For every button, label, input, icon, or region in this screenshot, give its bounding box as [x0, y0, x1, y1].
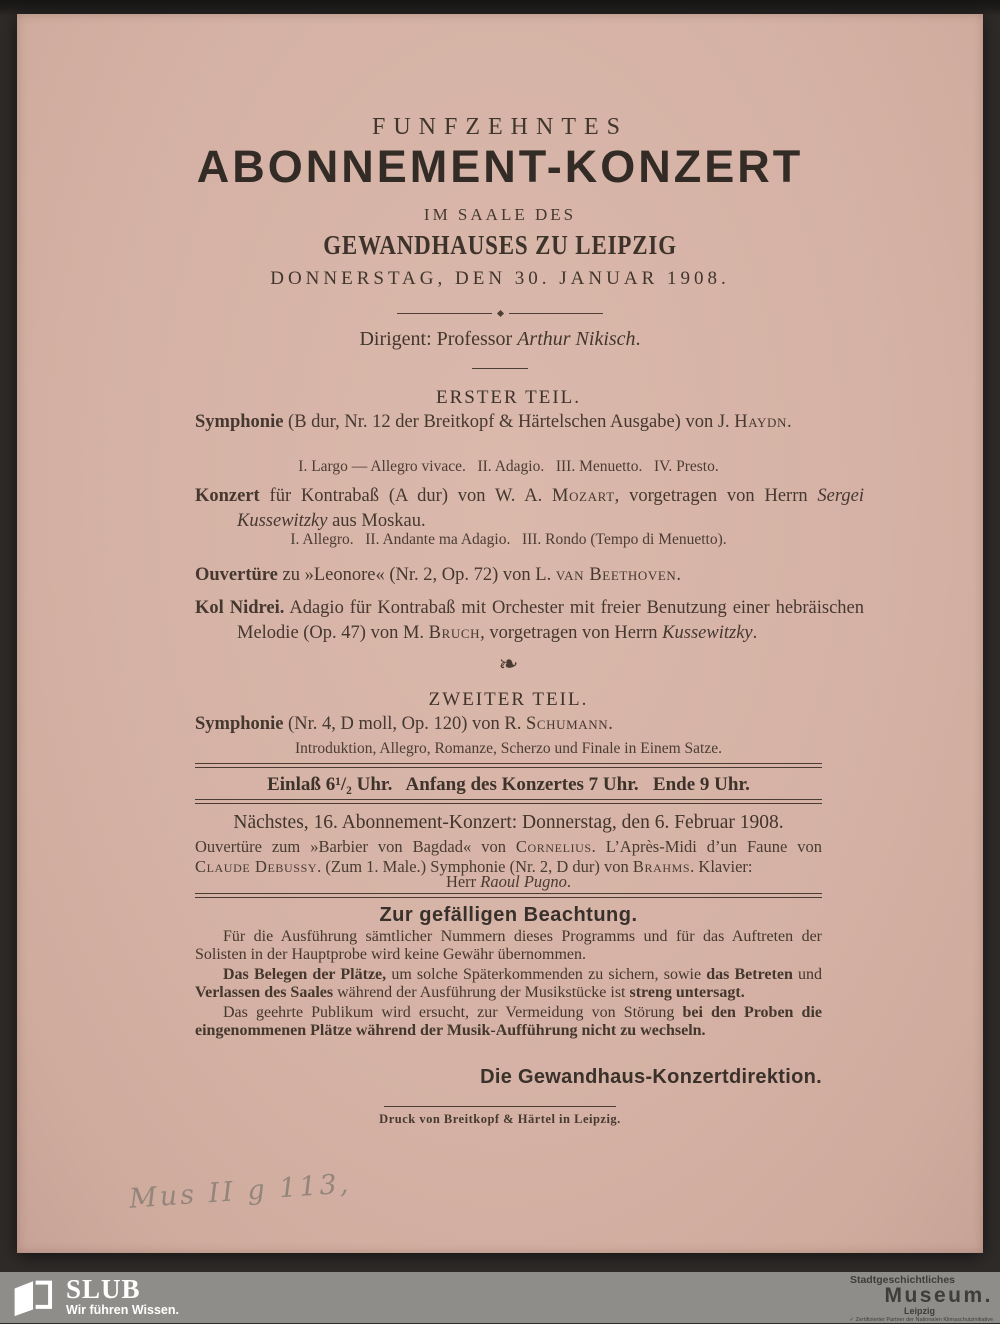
slub-wordmark: SLUB: [66, 1274, 141, 1304]
slub-wordmark-block: [66, 1275, 179, 1318]
conductor-line: Dirigent: Professor Arthur Nikisch.: [359, 328, 641, 350]
museum-name-line1: Stadtgeschichtliches: [849, 1274, 955, 1286]
checkmark-icon: ✓: [849, 1317, 855, 1323]
notice-paragraph: Für die Ausführung sämtlicher Nummern dieses Programms und für das Auftreten der Solisten in der Hauptprobe wird keine Gewähr übernommen.: [195, 928, 822, 963]
handwritten-shelfmark: Mus II g 113,: [128, 1168, 353, 1215]
museum-name-line2: Museum.: [884, 1284, 993, 1307]
concert-program-page: [17, 14, 983, 1253]
imprint-block: [355, 1106, 645, 1127]
imprint-text: Druck von Breitkopf & Härtel in Leipzig.: [379, 1112, 621, 1126]
program-item-movements: I. Allegro. II. Andante ma Adagio. III. Rondo (Tempo di Menuetto).: [290, 531, 727, 548]
part1-heading: ERSTER TEIL.: [435, 387, 582, 408]
double-rule: [195, 893, 822, 898]
next-concert-pianist: Herr Raoul Pugno.: [445, 872, 572, 891]
part2-heading: ZWEITER TEIL.: [428, 689, 589, 710]
divider-diamond-icon: [496, 310, 503, 317]
double-rule: [195, 763, 822, 768]
next-concert-program: Ouvertüre zum »Barbier von Bagdad« von Cornelius. L’Après-Midi d’un Faune von Claude Debussy. (Zum 1. Male.) Symphonie (Nr. 2, D dur) von Brahms. Klavier:: [195, 837, 822, 876]
double-rule: [195, 799, 822, 804]
open-book-icon: [12, 1278, 54, 1320]
program-item: Konzert für Kontrabaß (A dur) von W. A. Mozart, vorgetragen von Herrn Sergei Kussewitzky aus Moskau.: [195, 486, 864, 531]
concert-date: DONNERSTAG, DEN 30. JANUAR 1908.: [270, 268, 730, 289]
page-title: ABONNEMENT-KONZERT: [196, 141, 804, 192]
venue-line-1: IM SAALE DES: [423, 205, 577, 224]
series-number: FUNFZEHNTES: [371, 114, 628, 140]
program-item: Symphonie (B dur, Nr. 12 der Breitkopf & Härtelschen Ausgabe) von J. Haydn.: [195, 412, 792, 432]
program-item: Symphonie (Nr. 4, D moll, Op. 120) von R. Schumann.: [195, 714, 613, 734]
venue-line-2: GEWANDHAUSES ZU LEIPZIG: [323, 230, 677, 260]
program-item-movements: I. Largo — Allegro vivace. II. Adagio. III. Menuetto. IV. Presto.: [298, 458, 719, 475]
imprint-rule: [384, 1106, 616, 1107]
certification-text: Zertifizierter Partner der Nationalen Klimaschutzinitiative: [855, 1317, 993, 1323]
notice-section: [195, 928, 822, 1042]
notice-paragraph: Das Belegen der Plätze, um solche Späterkommenden zu sichern, sowie das Betreten und Verlassen des Saales während der Ausführung der Musikstücke ist streng untersagt.: [195, 966, 823, 1001]
notice-heading: Zur gefälligen Beachtung.: [379, 904, 638, 926]
provider-footer-bar: [0, 1272, 1000, 1323]
program-item: Ouvertüre zu »Leonore« (Nr. 2, Op. 72) von L. van Beethoven.: [195, 565, 682, 585]
floral-ornament-icon: ❧: [497, 651, 520, 679]
short-divider: [472, 368, 528, 369]
divider-line: [509, 313, 604, 314]
slub-logo: [12, 1275, 179, 1320]
museum-city: Leipzig: [904, 1306, 935, 1316]
slub-tagline: Wir führen Wissen.: [66, 1303, 179, 1317]
signature-line: Die Gewandhaus-Konzertdirektion.: [480, 1066, 822, 1088]
museum-logo: [837, 1275, 993, 1324]
ornate-divider: [397, 311, 603, 316]
program-item-movements: Introduktion, Allegro, Romanze, Scherzo und Finale in Einem Satze.: [294, 740, 722, 757]
divider-line: [397, 313, 492, 314]
admission-times: Einlaß 6¹/₂ Uhr. Anfang des Konzertes 7 Uhr. Ende 9 Uhr.: [267, 774, 750, 795]
program-item: Kol Nidrei. Adagio für Kontrabaß mit Orchester mit freier Benutzung einer hebräischen Melodie (Op. 47) von M. Bruch, vorgetragen von Herrn Kussewitzky.: [195, 598, 865, 643]
notice-paragraph: Das geehrte Publikum wird ersucht, zur Vermeidung von Störung bei den Proben die eingenommenen Plätze während der Musik-Aufführung nicht zu wechseln.: [195, 1004, 822, 1039]
next-concert-title: Nächstes, 16. Abonnement-Konzert: Donnerstag, den 6. Februar 1908.: [233, 812, 784, 833]
